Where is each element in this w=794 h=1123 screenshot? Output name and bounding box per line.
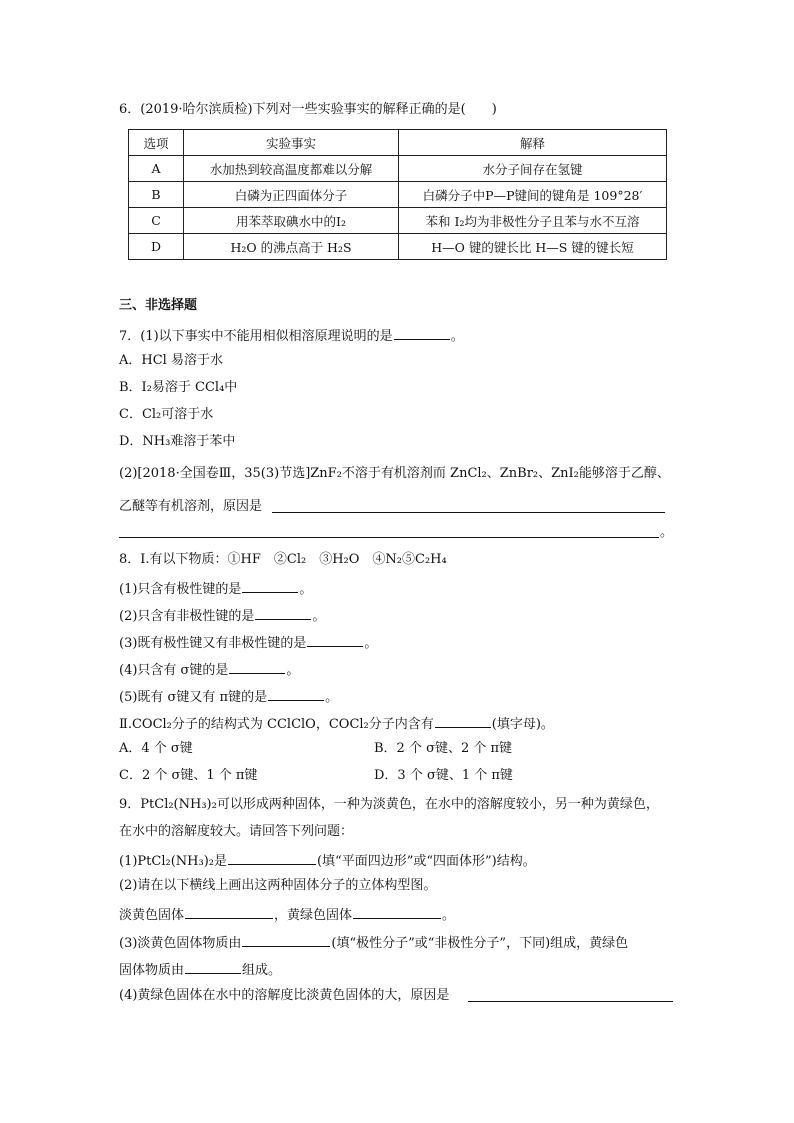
answer-line[interactable]	[119, 537, 659, 538]
punctuation: 。	[364, 636, 378, 651]
option-c: C．Cl₂可溶于水	[119, 407, 214, 422]
question-7-part-2: (2)[2018·全国卷Ⅲ，35(3)节选]ZnF₂不溶于有机溶剂而 ZnCl₂、ZnBr₂、ZnI₂能够溶于乙醇、	[119, 466, 670, 481]
question-8-part-2	[119, 713, 554, 734]
answer-blank[interactable]	[242, 932, 330, 947]
table-header: 实验事实	[184, 130, 399, 156]
table-header: 选项	[129, 130, 184, 156]
option-a: A．HCl 易溶于水	[119, 353, 223, 368]
question-9-part-3	[119, 932, 628, 953]
table-cell: 用苯萃取碘水中的I₂	[184, 208, 399, 234]
question-6-table	[128, 129, 667, 260]
option-c: C．2 个 σ键、1 个 π键	[119, 768, 258, 783]
question-text: (3)淡黄色固体物质由	[119, 936, 242, 951]
table-cell: 水加热到较高温度都难以分解	[184, 156, 399, 182]
question-8-item-1	[119, 578, 312, 599]
question-9-part-2-answers	[119, 904, 455, 925]
question-text: 组成。	[242, 963, 282, 978]
question-7-part-2-cont: 乙醚等有机溶剂，原因是	[119, 499, 263, 514]
section-title: 三、非选择题	[119, 298, 198, 313]
table-cell: H₂O 的沸点高于 H₂S	[184, 234, 399, 260]
table-cell: H—O 键的键长比 H—S 键的键长短	[399, 234, 667, 260]
table-row	[129, 208, 667, 234]
question-8-item-5	[119, 686, 338, 707]
answer-blank[interactable]	[394, 325, 450, 340]
question-text: (填“平面四边形”或“四面体形”)结构。	[316, 854, 536, 869]
answer-line[interactable]	[272, 512, 665, 513]
answer-blank[interactable]	[307, 632, 363, 647]
question-text: (1)只含有极性键的是	[119, 582, 242, 597]
question-text: (2)只含有非极性键的是	[119, 609, 255, 624]
question-text: Ⅱ.COCl₂分子的结构式为 CClClO，COCl₂分子内含有	[119, 717, 434, 732]
answer-blank[interactable]	[228, 850, 316, 865]
answer-blank[interactable]	[242, 578, 298, 593]
answer-blank[interactable]	[268, 686, 324, 701]
question-6-stem: 6．(2019·哈尔滨质检)下列对一些实验事实的解释正确的是( )	[119, 102, 497, 117]
question-9-part-4: (4)黄绿色固体在水中的溶解度比淡黄色固体的大，原因是	[119, 988, 450, 1003]
question-text: (5)既有 σ键又有 π键的是	[119, 690, 268, 705]
question-text: (1)PtCl₂(NH₃)₂是	[119, 854, 227, 869]
option-a: A．4 个 σ键	[119, 741, 193, 756]
table-cell: A	[129, 156, 184, 182]
punctuation: 。	[286, 663, 300, 678]
table-row	[129, 182, 667, 208]
question-9-part-1	[119, 850, 536, 871]
question-text: (3)既有极性键又有非极性键的是	[119, 636, 307, 651]
punctuation: 。	[299, 582, 313, 597]
table-cell: 水分子间存在氢键	[399, 156, 667, 182]
question-8-stem: 8．Ⅰ.有以下物质：①HF ②Cl₂ ③H₂O ④N₂⑤C₂H₄	[119, 552, 447, 567]
answer-blank[interactable]	[353, 904, 441, 919]
option-d: D．NH₃难溶于苯中	[119, 434, 236, 449]
punctuation: 。	[312, 609, 326, 624]
answer-blank[interactable]	[255, 605, 311, 620]
question-text: 固体物质由	[119, 963, 185, 978]
punctuation: 。	[660, 525, 674, 540]
question-text: (4)只含有 σ键的是	[119, 663, 229, 678]
table-header: 解释	[399, 130, 667, 156]
table-header-row	[129, 130, 667, 156]
punctuation: 。	[450, 329, 464, 344]
table-cell: 苯和 I₂均为非极性分子且苯与水不互溶	[399, 208, 667, 234]
table-cell: D	[129, 234, 184, 260]
table-cell: 白磷为正四面体分子	[184, 182, 399, 208]
option-d: D．3 个 σ键、1 个 π键	[374, 768, 513, 783]
question-7-part-1	[119, 325, 464, 346]
option-b: B．2 个 σ键、2 个 π键	[374, 741, 513, 756]
table-row	[129, 234, 667, 260]
question-8-item-4	[119, 659, 299, 680]
question-9-part-3-cont	[119, 959, 281, 980]
question-8-item-3	[119, 632, 377, 653]
table-cell: B	[129, 182, 184, 208]
answer-blank[interactable]	[185, 959, 241, 974]
question-text: ，黄绿色固体	[274, 908, 353, 923]
question-9-stem-2: 在水中的溶解度较大。请回答下列问题：	[119, 824, 354, 839]
answer-blank[interactable]	[185, 904, 273, 919]
question-text: (填字母)。	[491, 717, 554, 732]
table-cell: 白磷分子中P—P键间的键角是 109°28′	[399, 182, 667, 208]
question-text: (填“极性分子”或“非极性分子”，下同)组成，黄绿色	[331, 936, 629, 951]
question-9-part-2: (2)请在以下横线上画出这两种固体分子的立体构型图。	[119, 878, 437, 893]
answer-blank[interactable]	[435, 713, 491, 728]
punctuation: 。	[442, 908, 456, 923]
answer-blank[interactable]	[229, 659, 285, 674]
option-b: B．I₂易溶于 CCl₄中	[119, 380, 238, 395]
punctuation: 。	[325, 690, 339, 705]
table-row	[129, 156, 667, 182]
table-cell: C	[129, 208, 184, 234]
question-text: 7．(1)以下事实中不能用相似相溶原理说明的是	[119, 329, 393, 344]
question-9-stem-1: 9．PtCl₂(NH₃)₂可以形成两种固体，一种为淡黄色，在水中的溶解度较小，另一种为黄绿色，	[119, 797, 659, 812]
answer-line[interactable]	[468, 1001, 673, 1002]
question-text: 淡黄色固体	[119, 908, 185, 923]
question-8-item-2	[119, 605, 325, 626]
